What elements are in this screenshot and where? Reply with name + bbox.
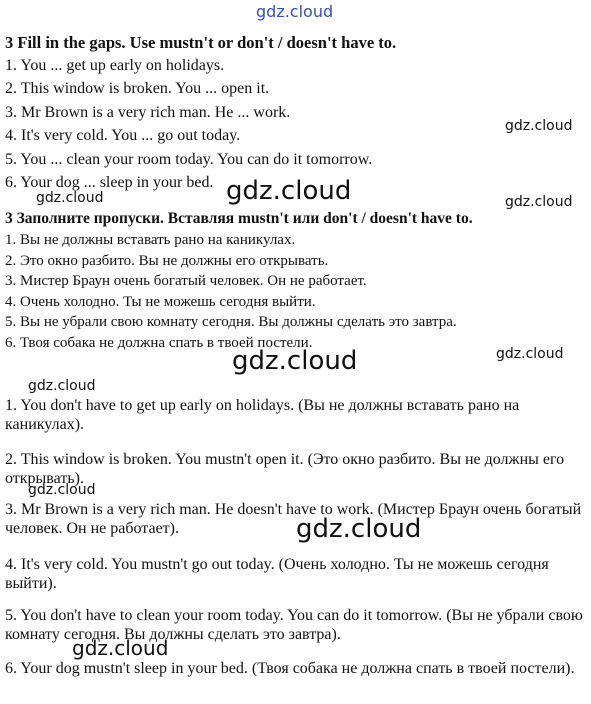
watermark-small: gdz.cloud: [505, 118, 573, 134]
watermark-small: gdz.cloud: [28, 482, 96, 498]
exercise-english: [5, 32, 585, 194]
answer-item: 5. You don't have to clean your room today. You can do it tomorrow. (Вы не убрали свою комнату сегодня. Вы должны сделать это завтра).: [5, 607, 583, 643]
watermark-small: gdz.cloud: [28, 378, 96, 394]
watermark-top: gdz.cloud: [256, 2, 334, 21]
exercise-heading-en: 3 Fill in the gaps. Use mustn't or don't / doesn't have to.: [5, 33, 397, 52]
exercise-item: 1. Вы не должны вставать рано на каникулах.: [5, 232, 296, 248]
exercise-item: 3. Мистер Браун очень богатый человек. Он не работает.: [5, 273, 367, 289]
exercise-item: 1. You ... get up early on holidays.: [5, 57, 225, 74]
exercise-item: 3. Mr Brown is a very rich man. He ... work.: [5, 103, 291, 121]
answer-item: 6. Your dog mustn't sleep in your bed. (Твоя собака не должна спать в твоей постели).: [5, 660, 575, 677]
watermark-large: gdz.cloud: [72, 636, 169, 660]
watermark-large: gdz.cloud: [296, 514, 422, 544]
exercise-item: 6. Your dog ... sleep in your bed.: [5, 174, 214, 192]
watermark-small: gdz.cloud: [36, 190, 104, 206]
exercise-item: 6. Твоя собака не должна спать в твоей постели.: [5, 334, 313, 351]
exercise-item: 2. Это окно разбито. Вы не должны его открывать.: [5, 252, 329, 269]
watermark-large: gdz.cloud: [226, 176, 352, 206]
answer-item: 1. You don't have to get up early on holidays. (Вы не должны вставать рано на каникулах).: [5, 397, 520, 433]
exercise-russian: [5, 208, 585, 353]
exercise-item: 4. Очень холодно. Ты не можешь сегодня выйти.: [5, 293, 316, 310]
answer-item: 2. This window is broken. You mustn't open it. (Это окно разбито. Вы не должны его открывать).: [5, 451, 565, 487]
watermark-small: gdz.cloud: [505, 194, 573, 210]
exercise-item: 4. It's very cold. You ... go out today.: [5, 127, 241, 145]
exercise-heading-ru: 3 Заполните пропуски. Вставляя mustn't или don't / doesn't have to.: [5, 210, 473, 227]
exercise-item: 2. This window is broken. You ... open it.: [5, 80, 270, 98]
answer-item: 3. Mr Brown is a very rich man. He doesn't have to work. (Мистер Браун очень богатый человек. Он не работает).: [5, 501, 582, 537]
watermark-small: gdz.cloud: [496, 346, 564, 362]
answer-item: 4. It's very cold. You mustn't go out today. (Очень холодно. Ты не можешь сегодня выйти).: [5, 556, 549, 592]
watermark-large: gdz.cloud: [232, 346, 358, 376]
exercise-item: 5. You ... clean your room today. You can do it tomorrow.: [5, 150, 373, 168]
exercise-item: 5. Вы не убрали свою комнату сегодня. Вы должны сделать это завтра.: [5, 314, 457, 330]
